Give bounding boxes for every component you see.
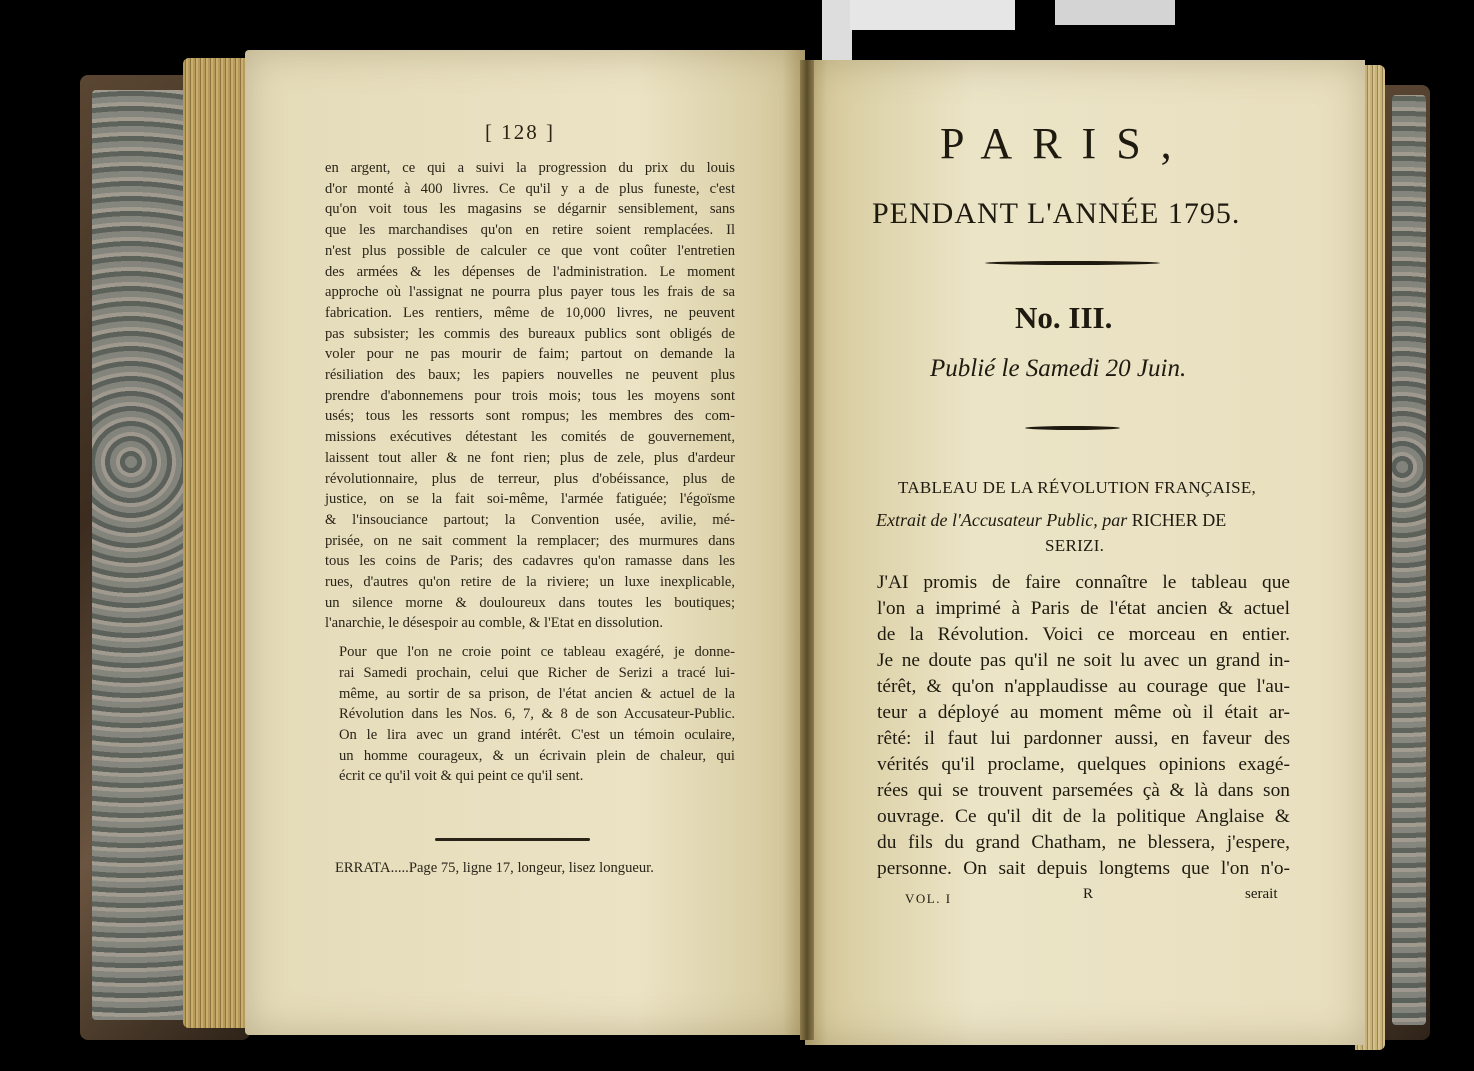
text-line: rêté: il faut lui pardonner aussi, en faveur des [877, 728, 1290, 749]
text-line: missions exécutives détestant les comités de gouvernement, [325, 429, 735, 446]
text-line: prisée, on ne sait comment la remplacer; des murmures dans [325, 532, 735, 549]
text-line: teur a déployé au moment même où il était ar- [877, 702, 1290, 723]
ornamental-rule [985, 261, 1160, 265]
signature-mark: R [1083, 886, 1094, 902]
text-line: fabrication. Les rentiers, même de 10,000 livres, ne peuvent [325, 304, 735, 321]
text-line: prendre d'abonnemens pour trois mois; tous les moyens sont [325, 387, 735, 404]
text-line: tous les coins de Paris; des cadavres qu'on ramasse dans les [325, 553, 735, 570]
page-number: [ 128 ] [485, 120, 555, 144]
text-line: approche où l'assignat ne pourra plus payer tous les frais de sa [325, 284, 735, 301]
text-line: personne. On sait depuis longtems que l'on n'o- [877, 858, 1290, 879]
text-line: rues, d'autres qu'on retire de la riviere; un luxe inexplicable, [325, 574, 735, 591]
text-line: On le lira avec un grand intérêt. C'est un témoin oculaire, [339, 726, 735, 743]
text-line: écrit ce qu'il voit & qui peint ce qu'il sent. [339, 768, 584, 785]
section-title: TABLEAU DE LA RÉVOLUTION FRANÇAISE, [898, 478, 1257, 497]
text-line: de la Révolution. Voici ce morceau en entier. [877, 624, 1290, 645]
extract-author: RICHER DE [1131, 510, 1227, 530]
text-line: Je ne doute pas qu'il ne soit lu avec un grand in- [877, 650, 1290, 671]
extract-source: Extrait de l'Accusateur Public, par [876, 510, 1128, 530]
text-line: un homme courageux, & un écrivain plein de chaleur, qui [339, 747, 735, 764]
text-line: des armées & les dépenses de l'administration. Le moment [325, 263, 735, 280]
catchword: serait [1245, 886, 1278, 902]
text-line: & l'insouciance partout; la Convention usée, avilie, mé- [325, 511, 735, 528]
text-line: que les marchandises qu'on en retire soient remplacées. Il [325, 222, 735, 239]
paragraph [325, 642, 735, 787]
text-line: laissent tout aller & ne font rien; plus de zele, plus d'ardeur [325, 449, 735, 466]
divider-rule [435, 838, 590, 841]
extract-credit [876, 510, 1226, 531]
text-line: voler pour ne pas mourir de faim; partout on demande la [325, 346, 735, 363]
text-line: vérités qu'il proclame, quelques opinions exagé- [877, 754, 1290, 775]
errata-note: ERRATA.....Page 75, ligne 17, longeur, lisez longueur. [335, 860, 654, 876]
text-line: résiliation des baux; les papiers nouvelles ne peuvent plus [325, 367, 735, 384]
volume-marker: VOL. I [905, 891, 952, 906]
text-line: Pour que l'on ne croie point ce tableau exagéré, je donne- [339, 644, 735, 661]
page-edges-left [183, 58, 253, 1028]
text-line: rai Samedi prochain, celui que Richer de Serizi a tracé lui- [339, 664, 735, 681]
text-line: justice, on se la fait soi-même, l'armée fatiguée; l'égoïsme [325, 491, 735, 508]
publication-date: Publié le Samedi 20 Juin. [930, 355, 1187, 382]
marbled-endpaper-right [1392, 95, 1426, 1025]
paragraph [325, 158, 735, 634]
book-gutter [800, 60, 814, 1040]
text-line: rées qui se trouvent parsemées çà & là dans son [877, 780, 1290, 801]
text-line: d'or monté à 400 livres. Ce qu'il y a de plus funeste, c'est [325, 180, 735, 197]
text-line: même, au sortir de sa prison, de l'état ancien & actuel de la [339, 685, 735, 702]
left-body-text [325, 158, 735, 787]
issue-number: No. III. [1015, 300, 1113, 335]
text-line: térêt, & qu'on n'applaudisse au courage que l'au- [877, 676, 1290, 697]
text-line: J'AI promis de faire connaître le tableau que [877, 572, 1290, 593]
text-line: pas subsister; les commis des bureaux publics sont obligés de [325, 325, 735, 342]
text-line: n'est plus possible de calculer ce que vont coûter l'entretien [325, 242, 735, 259]
text-line: l'anarchie, le désespoir au comble, & l'Etat en dissolution. [325, 615, 663, 632]
journal-subtitle: PENDANT L'ANNÉE 1795. [872, 197, 1241, 230]
paper-strip [850, 0, 1015, 30]
text-line: révolutionnaire, plus de terreur, plus d'obéissance, plus de [325, 470, 735, 487]
right-body-text [877, 570, 1290, 882]
text-line: qu'on voit tous les magasins se dégarnir sensiblement, sans [325, 201, 735, 218]
extract-author-continued: SERIZI. [1045, 536, 1105, 555]
paper-strip [1055, 0, 1175, 25]
ornamental-rule [1025, 426, 1120, 430]
text-line: ouvrage. Ce qu'il dit de la politique Anglaise & [877, 806, 1290, 827]
text-line: du fils du grand Chatham, ne blessera, j'espere, [877, 832, 1290, 853]
text-line: usés; tous les ressorts sont rompus; les membres des com- [325, 408, 735, 425]
text-line: l'on a imprimé à Paris de l'état ancien & actuel [877, 598, 1290, 619]
paper-strip [822, 0, 852, 62]
text-line: en argent, ce qui a suivi la progression du prix du louis [325, 160, 735, 176]
text-line: un silence morne & douloureux dans toutes les boutiques; [325, 594, 735, 611]
text-line: Révolution dans les Nos. 6, 7, & 8 de son Accusateur-Public. [339, 706, 735, 723]
journal-title: PARIS, [940, 119, 1192, 168]
